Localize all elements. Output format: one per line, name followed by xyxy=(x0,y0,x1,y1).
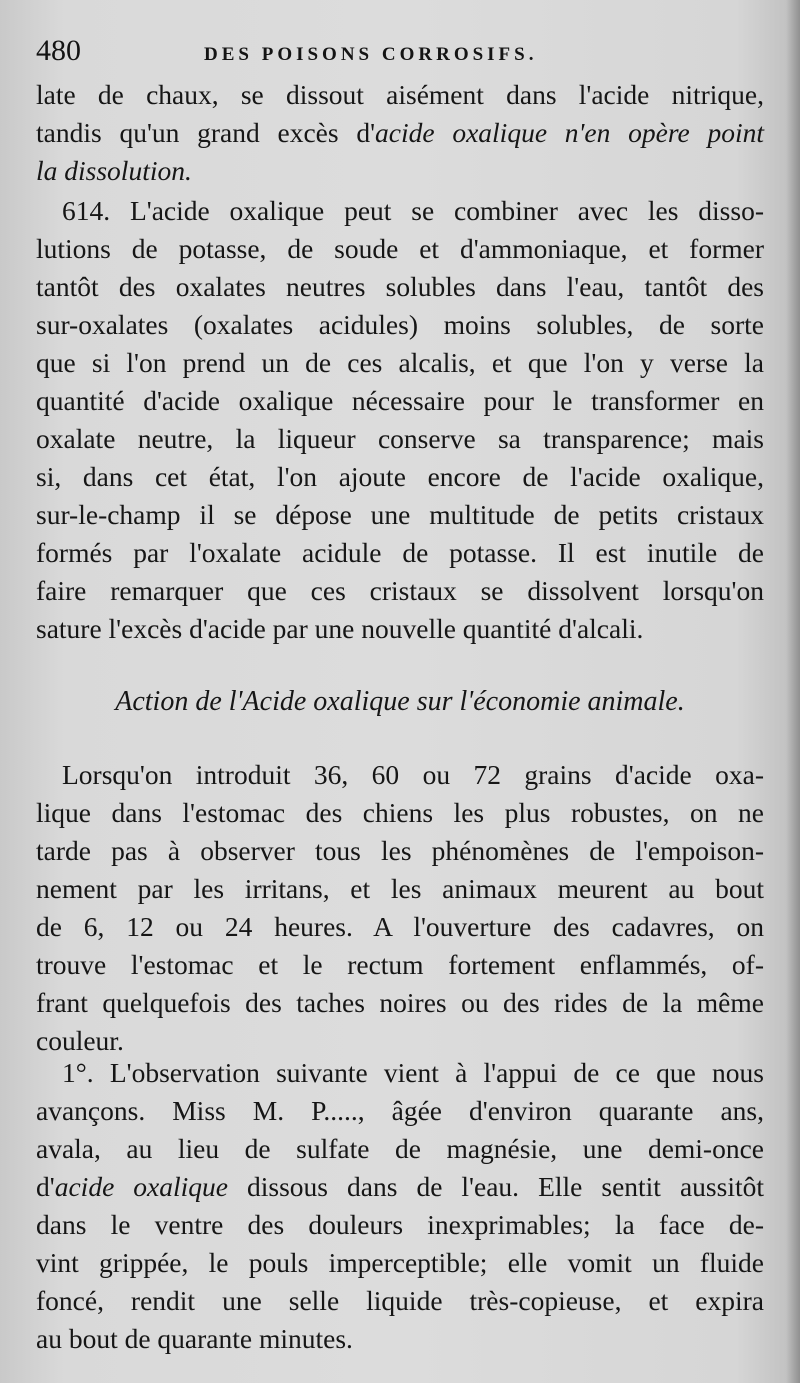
text-line: Lorsqu'on introduit 36, 60 ou 72 grains d'acide oxa- xyxy=(62,759,764,790)
text-line: quantité d'acide oxalique nécessaire pour le transformer en xyxy=(36,385,764,416)
italic-run: acide oxalique xyxy=(54,1171,228,1202)
section-heading: Action de l'Acide oxalique sur l'économie animale. xyxy=(115,686,685,717)
text-line: au bout de quarante minutes. xyxy=(36,1323,353,1354)
text-line: tantôt des oxalates neutres solubles dans l'eau, tantôt des xyxy=(36,271,764,302)
text-line: couleur. xyxy=(36,1025,124,1056)
text-line: vint grippée, le pouls imperceptible; elle vomit un fluide xyxy=(36,1247,764,1278)
text-line: late de chaux, se dissout aisément dans l'acide nitrique, xyxy=(36,79,764,110)
paragraph-observation xyxy=(36,1054,764,1358)
text-line: nement par les irritans, et les animaux meurent au bout xyxy=(36,873,764,904)
text-line: foncé, rendit une selle liquide très-copieuse, et expira xyxy=(36,1285,764,1316)
page-spine-shadow xyxy=(786,0,800,1383)
text-line: frant quelquefois des taches noires ou des rides de la même xyxy=(36,987,764,1018)
text-line: dans le ventre des douleurs inexprimables; la face de- xyxy=(36,1209,764,1240)
text-line xyxy=(36,1168,764,1206)
italic-run: la dissolution. xyxy=(36,155,192,186)
text-line: 1°. L'observation suivante vient à l'appui de ce que nous xyxy=(62,1057,764,1088)
italic-run: acide oxalique n'en opère point xyxy=(375,117,764,148)
continuation-paragraph xyxy=(36,76,764,190)
text-line: avala, au lieu de sulfate de magnésie, une demi-once xyxy=(36,1133,764,1164)
paragraph-lorsquon xyxy=(36,756,764,1060)
text-line: de 6, 12 ou 24 heures. A l'ouverture des cadavres, on xyxy=(36,911,764,942)
page-number: 480 xyxy=(36,34,81,67)
text-line: faire remarquer que ces cristaux se dissolvent lorsqu'on xyxy=(36,575,764,606)
text-line: lutions de potasse, de soude et d'ammoniaque, et former xyxy=(36,233,764,264)
text-line: 614. L'acide oxalique peut se combiner avec les disso- xyxy=(62,195,764,226)
text-line: lique dans l'estomac des chiens les plus robustes, on ne xyxy=(36,797,764,828)
text-line: trouve l'estomac et le rectum fortement enflammés, of- xyxy=(36,949,764,980)
running-title: DES POISONS CORROSIFS. xyxy=(204,44,538,65)
text-line xyxy=(36,152,764,190)
paragraph-614 xyxy=(36,192,764,648)
text-line: oxalate neutre, la liqueur conserve sa transparence; mais xyxy=(36,423,764,454)
running-head xyxy=(36,34,766,74)
text-run: dissous dans de l'eau. Elle sentit aussitôt xyxy=(227,1171,764,1202)
text-line: si, dans cet état, l'on ajoute encore de l'acide oxalique, xyxy=(36,461,764,492)
text-run: tandis qu'un grand excès d' xyxy=(36,117,376,148)
text-line xyxy=(36,114,764,152)
text-line: avançons. Miss M. P....., âgée d'environ quarante ans, xyxy=(36,1095,764,1126)
text-line: sur-oxalates (oxalates acidules) moins solubles, de sorte xyxy=(36,309,764,340)
text-line: tarde pas à observer tous les phénomènes de l'empoison- xyxy=(36,835,764,866)
text-line: sur-le-champ il se dépose une multitude de petits cristaux xyxy=(36,499,764,530)
text-line: sature l'excès d'acide par une nouvelle quantité d'alcali. xyxy=(36,613,644,644)
text-line: que si l'on prend un de ces alcalis, et que l'on y verse la xyxy=(36,347,764,378)
text-line: formés par l'oxalate acidule de potasse. Il est inutile de xyxy=(36,537,764,568)
text-run: d' xyxy=(36,1171,55,1202)
